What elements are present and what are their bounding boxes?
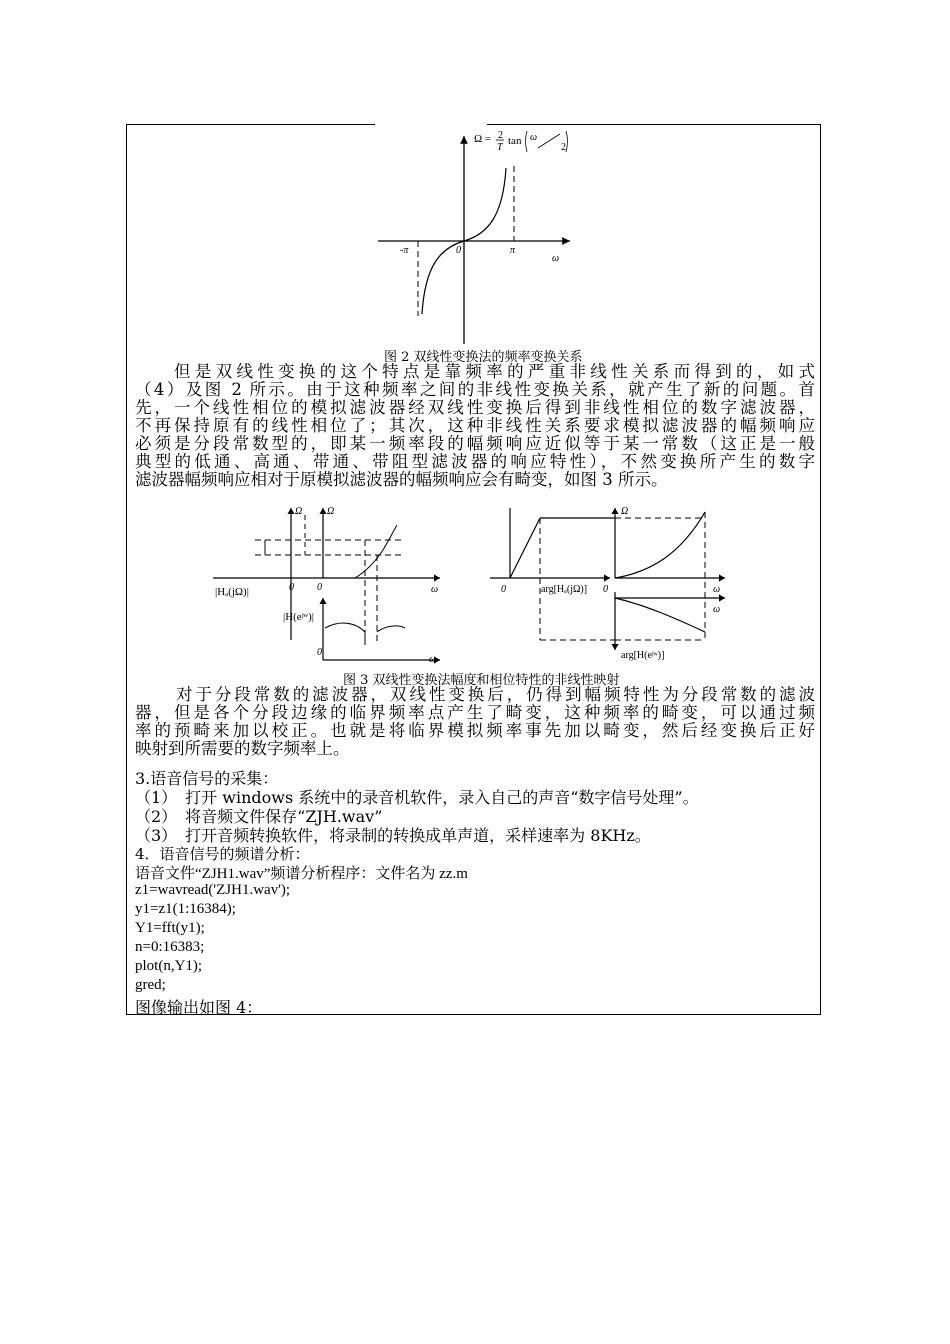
paragraph-2-line: 映射到所需要的数字频率上。 bbox=[135, 740, 350, 758]
code-line: n=0:16383; bbox=[135, 939, 205, 955]
code-line: plot(n,Y1); bbox=[135, 958, 203, 974]
fig3-right-arg-b: arg[H(eʲʷ)] bbox=[621, 650, 665, 661]
section-3-heading: 3.语音信号的采集： bbox=[135, 769, 279, 788]
fig2-formula-arg-den: 2 bbox=[561, 142, 566, 153]
paragraph-2-line: 对于分段常数的滤波器，双线性变换后，仍得到幅频特性为分段常数的滤波 bbox=[176, 686, 815, 704]
fig3-left-omega: ω bbox=[431, 584, 439, 595]
figure-3-caption: 图 3 双线性变换法幅度和相位特性的非线性映射 bbox=[343, 673, 620, 688]
fig3-right-omega-a: ω bbox=[713, 584, 721, 595]
section-3-step-1: （1） 打开 windows 系统中的录音机软件，录入自己的声音“数字信号处理”。 bbox=[135, 788, 699, 807]
paragraph-1-line: 先，一个线性相位的模拟滤波器经双线性变换后得到非线性相位的数字滤波器， bbox=[135, 399, 815, 417]
fig2-neg-pi: -π bbox=[400, 245, 409, 256]
figure-2 bbox=[370, 126, 580, 346]
output-note: 图像输出如图 4： bbox=[135, 998, 263, 1017]
fig2-omega: ω bbox=[552, 253, 560, 264]
fig2-formula-arg-num: ω bbox=[530, 132, 538, 143]
section-3-step-3: （3） 打开音频转换软件，将录制的转换成单声道，采样速率为 8KHz。 bbox=[135, 826, 651, 845]
code-intro: 语音文件“ZJH1.wav”频谱分析程序：文件名为 zz.m bbox=[135, 866, 468, 882]
fig3-right-arg-a: arg[Hₐ(jΩ)] bbox=[541, 584, 588, 595]
paragraph-1-line: 不再保持原有的线性相位了；其次，这种非线性关系要求模拟滤波器的幅频响应 bbox=[135, 417, 815, 435]
paragraph-1-line: 典型的低通、高通、带通、带阻型滤波器的响应特性），不然变换所产生的数字 bbox=[135, 453, 815, 471]
fig3-left-origin-b: 0 bbox=[317, 582, 322, 593]
fig2-formula-lhs: Ω = bbox=[474, 133, 492, 145]
paragraph-1-line: 必须是分段常数型的，即某一频率段的幅频响应近似等于某一常数（这正是一般 bbox=[135, 435, 815, 453]
fig3-left-origin-a: 0 bbox=[289, 582, 294, 593]
fig2-formula-den: T bbox=[497, 142, 503, 153]
paragraph-2 bbox=[135, 686, 815, 758]
fig3-left-panel bbox=[213, 508, 440, 660]
paragraph-2-line: 器，但是各个分段边缘的临界频率点产生了畸变，这种频率的畸变，可以通过频 bbox=[135, 704, 815, 722]
figure-2-caption: 图 2 双线性变换法的频率变换关系 bbox=[384, 350, 583, 365]
fig3-left-omega-b: ω bbox=[429, 654, 437, 665]
fig3-right-origin-b: 0 bbox=[603, 584, 608, 595]
fig3-left-mag-label: |H(eʲʷ)| bbox=[283, 611, 314, 623]
paragraph-1-line: 但是双线性变换的这个特点是靠频率的严重非线性关系而得到的，如式 bbox=[174, 363, 815, 381]
code-line: Y1=fft(y1); bbox=[135, 920, 205, 936]
code-line: y1=z1(1:16384); bbox=[135, 901, 236, 917]
fig3-right-panel bbox=[490, 508, 725, 650]
fig2-origin: 0 bbox=[456, 245, 461, 256]
fig2-pi: π bbox=[510, 245, 516, 256]
paragraph-2-line: 率的预畸来加以校正。也就是将临界模拟频率事先加以畸变，然后经变换后正好 bbox=[135, 722, 815, 740]
fig3-left-axis-label: |Hₐ(jΩ)| bbox=[215, 586, 249, 598]
figure-3 bbox=[205, 500, 740, 670]
fig3-left-Omega-a: Ω bbox=[295, 506, 303, 517]
fig3-left-Omega-b: Ω bbox=[327, 506, 335, 517]
fig3-right-Omega: Ω bbox=[621, 506, 629, 517]
paragraph-1-line: （4）及图 2 所示。由于这种频率之间的非线性变换关系，就产生了新的问题。首 bbox=[135, 381, 815, 399]
section-4-heading: 4．语音信号的频谱分析： bbox=[135, 845, 310, 863]
fig3-left-origin-c: 0 bbox=[317, 647, 322, 658]
paragraph-1-line: 滤波器幅频响应相对于原模拟滤波器的幅频响应会有畸变，如图 3 所示。 bbox=[135, 471, 668, 489]
paragraph-1 bbox=[135, 363, 815, 489]
fig3-right-omega-b: ω bbox=[713, 604, 721, 615]
code-line: z1=wavread('ZJH1.wav'); bbox=[135, 882, 291, 898]
fig3-right-origin-a: 0 bbox=[501, 584, 506, 595]
section-3-step-2: （2） 将音频文件保存“ZJH.wav” bbox=[135, 807, 383, 826]
fig2-formula-fn: tan bbox=[508, 135, 522, 147]
code-line: gred; bbox=[135, 977, 166, 993]
fig2-formula-num: 2 bbox=[498, 130, 503, 141]
